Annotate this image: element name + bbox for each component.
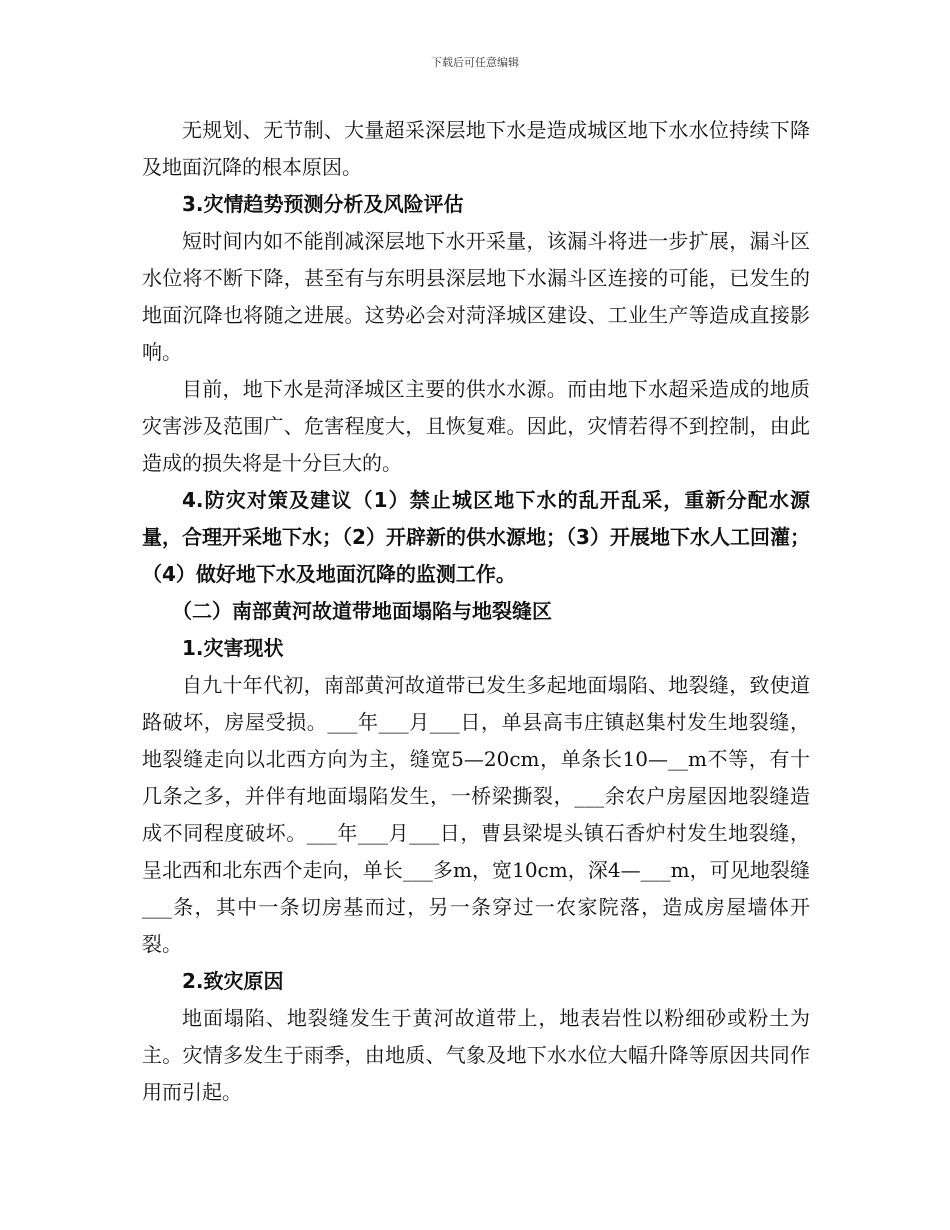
document-body [142, 112, 810, 1111]
paragraph-water-source: 目前，地下水是菏泽城区主要的供水水源。而由地下水超采造成的地质灾害涉及范围广、危害程度大，且恢复难。因此，灾情若得不到控制，由此造成的损失将是十分巨大的。 [142, 377, 810, 475]
paragraph-trend: 短时间内如不能削减深层地下水开采量，该漏斗将进一步扩展，漏斗区水位将不断下降，甚至有与东明县深层地下水漏斗区连接的可能，已发生的地面沉降也将随之进展。这势必会对菏泽城区建设、工业生产等造成直接影响。 [142, 229, 810, 364]
paragraph-root-cause: 无规划、无节制、大量超采深层地下水是造成城区地下水水位持续下降及地面沉降的根本原因。 [142, 118, 810, 179]
paragraph-disaster-status: 自九十年代初，南部黄河故道带已发生多起地面塌陷、地裂缝，致使道路破坏，房屋受损。___年___月___日，单县高韦庄镇赵集村发生地裂缝，地裂缝走向以北西方向为主，缝宽5—20cm，单条长10—__m不等，有十几条之多，并伴有地面塌陷发生，一桥梁撕裂，___余农户房屋因地裂缝造成不同程度破坏。___年___月___日，曹县梁堤头镇石香炉村发生地裂缝，呈北西和北东西个走向，单长___多m，宽10cm，深4—___m，可见地裂缝___条，其中一条切房基而过，另一条穿过一农家院落，造成房屋墙体开裂。 [142, 673, 810, 956]
paragraph-disaster-cause: 地面塌陷、地裂缝发生于黄河故道带上，地表岩性以粉细砂或粉土为主。灾情多发生于雨季，由地质、气象及地下水水位大幅升降等原因共同作用而引起。 [142, 1006, 810, 1104]
heading-trend-forecast: 3.灾情趋势预测分析及风险评估 [182, 192, 464, 216]
heading-countermeasures: 4.防灾对策及建议（1）禁止城区地下水的乱开乱采，重新分配水源量，合理开采地下水；（2）开辟新的供水源地；（3）开展地下水人工回灌；（4）做好地下水及地面沉降的监测工作。 [142, 488, 810, 586]
heading-section-two: （二）南部黄河故道带地面塌陷与地裂缝区 [172, 599, 552, 623]
page-header: 下载后可任意编辑 [431, 56, 519, 69]
heading-disaster-status: 1.灾害现状 [182, 636, 284, 660]
heading-disaster-cause: 2.致灾原因 [182, 969, 284, 993]
